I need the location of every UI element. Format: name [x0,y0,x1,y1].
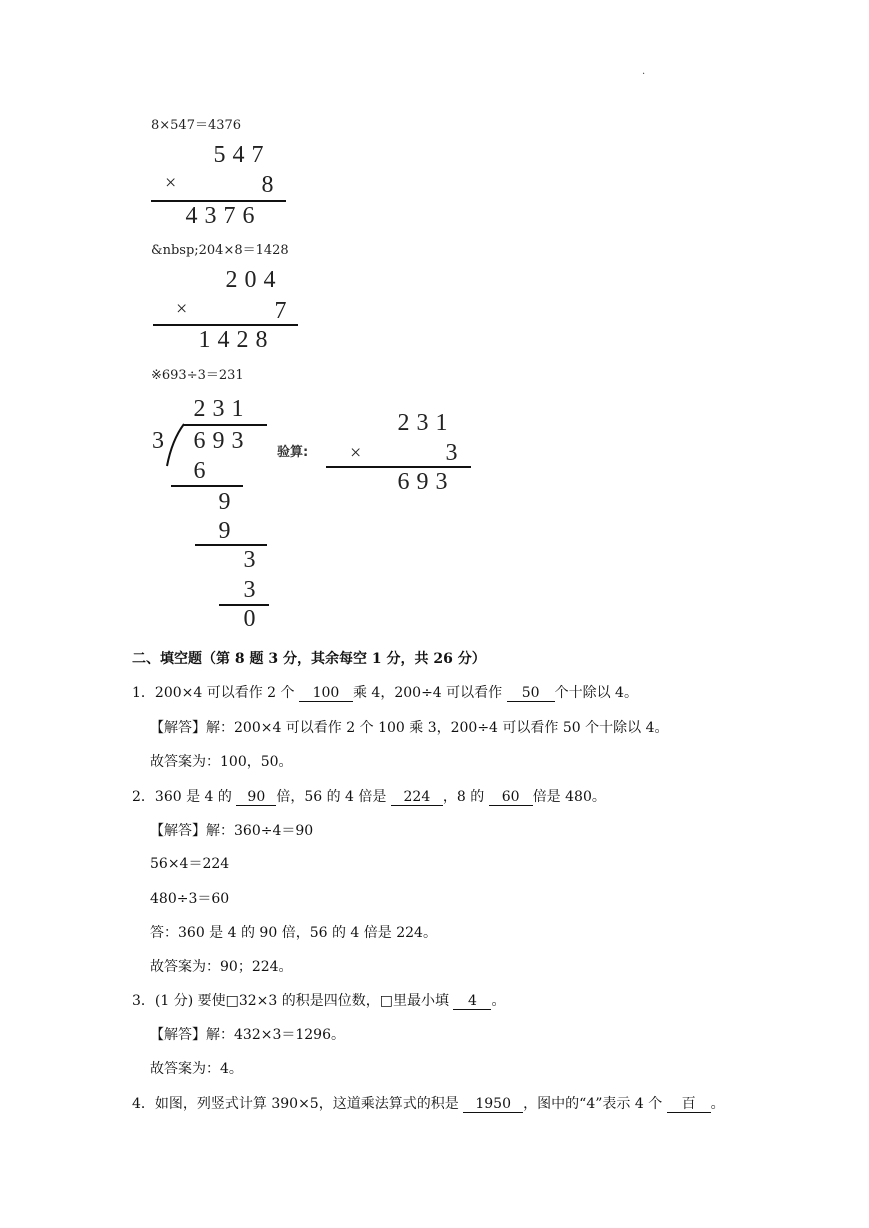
calc2-digit: 4 [263,267,276,293]
calc1-digit: 7 [223,203,236,229]
calc2-product [195,327,271,354]
calc2-digit: 4 [217,327,230,353]
division-step [215,489,234,516]
q4-blank-answer: 1950 [463,1097,523,1113]
question-4 [132,1093,725,1113]
check-digit: 3 [445,440,458,466]
division-bar [183,424,267,426]
calc1-caption: 8×547＝4376 [151,118,242,133]
division-rule [195,544,267,546]
question-1 [132,682,638,702]
check-digit: 2 [397,410,410,436]
q4-blank-answer: 百 [667,1097,711,1113]
q3-text: 。 [491,993,506,1009]
q2-blank-answer: 90 [236,790,276,806]
q4-text: ，图中的“4”表示 4 个 [523,1096,663,1112]
calc2-digit: 2 [225,267,238,293]
check-digit: 9 [416,469,429,495]
check-digit: 3 [416,410,429,436]
q4-text: 4．如图，列竖式计算 390×5，这道乘法算式的积是 [132,1096,459,1112]
check-multiplier [442,440,461,467]
quotient-digit: 2 [193,396,206,422]
check-digit: 1 [435,410,448,436]
step-digit: 0 [243,606,256,632]
division-step [190,458,209,485]
check-digit: 3 [435,469,448,495]
q1-solution: 【解答】解：200×4 可以看作 2 个 100 乘 3，200÷4 可以看作 50 个十除以 4。 [150,720,669,736]
quotient-digit: 3 [212,396,225,422]
calc2-digit: 7 [274,298,287,324]
division-step [240,547,259,574]
calc1-digit: 7 [251,142,264,168]
division-quotient [190,396,247,423]
calc2-digit: 8 [255,327,268,353]
q1-text: 乘 4，200÷4 可以看作 [352,685,503,701]
calc3-caption: ※693÷3＝231 [151,368,244,383]
calc1-multiplier [258,172,277,199]
check-multiplicand [394,410,451,437]
division-step [215,518,234,545]
calc1-rule [151,200,286,202]
step-digit: 9 [218,489,231,515]
calc1-digit: 5 [213,142,226,168]
division-dividend [190,428,247,455]
corner-mark: . [642,66,646,77]
calc2-rule [153,324,298,326]
question-3 [132,990,505,1010]
q2-solution-line: 56×4＝224 [150,856,230,872]
q3-final-answer: 故答案为：4。 [150,1061,243,1077]
q3-blank-answer: 4 [453,994,491,1010]
q2-final-answer: 故答案为：90；224。 [150,959,293,975]
step-digit: 3 [243,577,256,603]
q2-text: 倍是 480。 [532,789,606,805]
q2-blank-answer: 224 [391,790,443,806]
calc2-multiplicand [222,267,279,294]
q2-solution-line: 480÷3＝60 [150,891,230,907]
q3-text: 3．(1 分) 要使□32×3 的积是四位数，□里最小填 [132,993,449,1009]
calc2-digit: 1 [198,327,211,353]
quotient-digit: 1 [231,396,244,422]
division-bracket [162,422,188,468]
q1-blank-answer: 50 [507,686,555,702]
step-digit: 6 [193,458,206,484]
q1-text: 1．200×4 可以看作 2 个 [132,685,295,701]
step-digit: 9 [218,518,231,544]
check-digit: 6 [397,469,410,495]
calc2-caption: &nbsp;204×8＝1428 [151,243,289,258]
calc2-multiplier [271,298,290,325]
q4-text: 。 [710,1096,725,1112]
check-rule [326,466,471,468]
q2-text: 2．360 是 4 的 [132,789,232,805]
division-rule [171,485,243,487]
calc1-digit: 6 [242,203,255,229]
q2-solution-line: 答：360 是 4 的 90 倍，56 的 4 倍是 224。 [150,925,437,941]
check-multiply-sign: × [350,442,362,464]
division-step [240,577,259,604]
question-2 [132,786,606,806]
calc2-multiply-sign: × [176,298,188,320]
calc1-digit: 4 [232,142,245,168]
q1-final-answer: 故答案为：100，50。 [150,754,293,770]
dividend-digit: 9 [212,428,225,454]
calc1-digit: 8 [261,172,274,198]
check-product [394,469,451,496]
dividend-digit: 3 [231,428,244,454]
q2-text: ，8 的 [442,789,485,805]
step-digit: 3 [243,547,256,573]
calc1-product [182,203,258,230]
q1-text: 个十除以 4。 [554,685,638,701]
check-label: 验算: [277,445,309,460]
q3-solution: 【解答】解：432×3＝1296。 [150,1027,345,1043]
calc2-digit: 0 [244,267,257,293]
dividend-digit: 6 [193,428,206,454]
q1-blank-answer: 100 [299,686,353,702]
q2-blank-answer: 60 [489,790,533,806]
calc1-multiplicand [210,142,267,169]
q2-text: 倍，56 的 4 倍是 [276,789,387,805]
section-title: 二、填空题（第 8 题 3 分，其余每空 1 分，共 26 分） [132,651,486,667]
calc2-digit: 2 [236,327,249,353]
calc1-digit: 3 [204,203,217,229]
calc1-multiply-sign: × [165,172,177,194]
calc1-digit: 4 [185,203,198,229]
division-divisor: 3 [152,428,164,454]
division-remainder [240,606,259,633]
q2-solution: 【解答】解：360÷4＝90 [150,823,314,839]
